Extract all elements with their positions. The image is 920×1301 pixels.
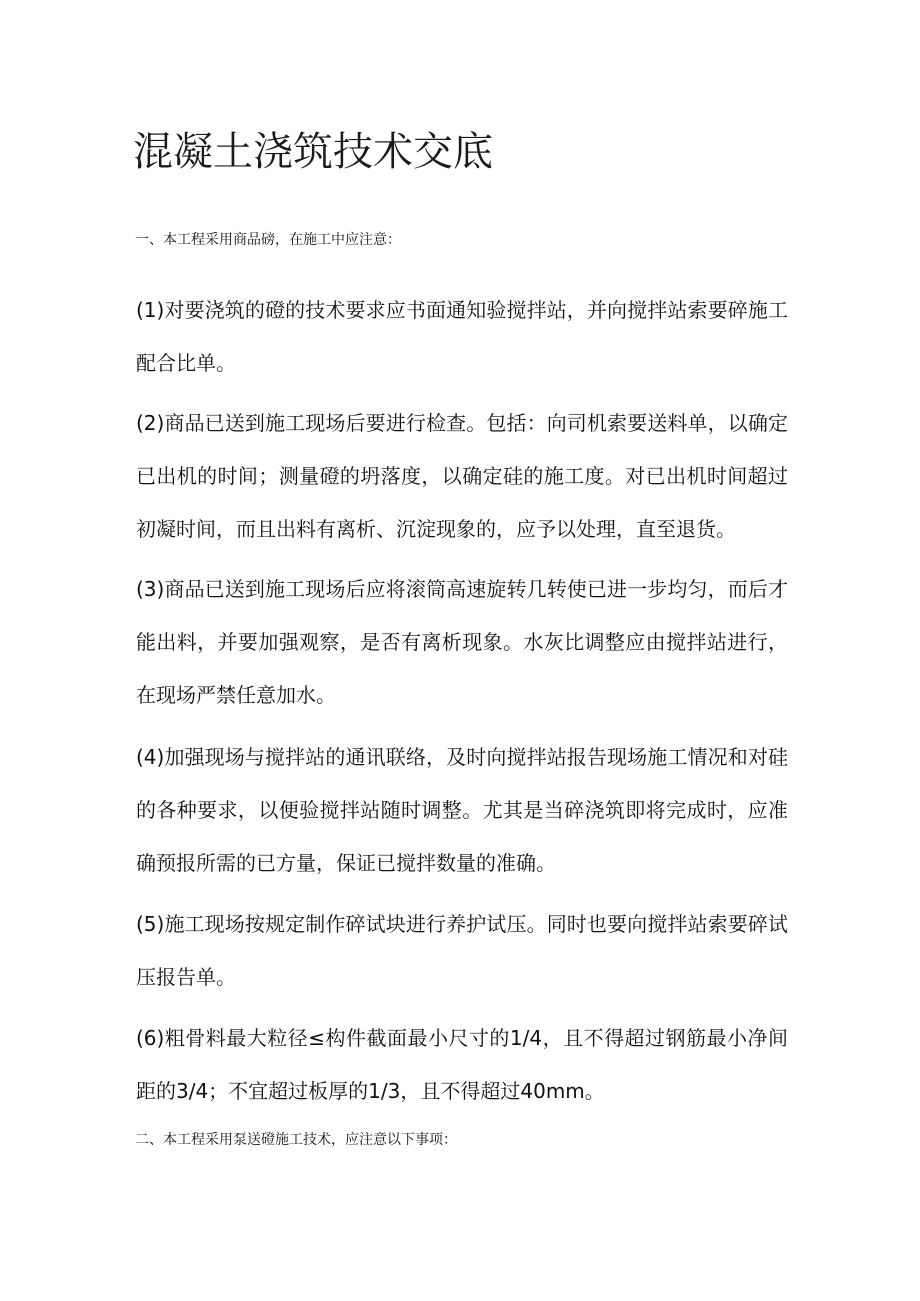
section-heading-2: 二、本工程采用泵送磴施工技术，应注意以下事项： xyxy=(135,1132,457,1148)
paragraph-item-2: (2)商品已送到施工现场后要进行检查。包括：向司机索要送料单，以确定已出机的时间；测量磴的坍落度，以确定硅的施工度。对已出机时间超过初凝时间，而且出料有离析、沉淀现象的，应予以处理，直至退货。 xyxy=(136,411,788,541)
paragraph-item-4: (4)加强现场与搅拌站的通讯联络，及时向搅拌站报告现场施工情况和对硅的各种要求，以便验搅拌站随时调整。尤其是当碎浇筑即将完成时，应准确预报所需的已方量，保证已搅拌数量的准确。 xyxy=(136,745,788,875)
paragraph-item-1: (1)对要浇筑的磴的技术要求应书面通知验搅拌站，并向搅拌站索要碎施工配合比单。 xyxy=(136,298,788,375)
paragraph-item-6: (6)粗骨料最大粒径≤构件截面最小尺寸的1/4，且不得超过钢筋最小净间距的3/4；不宜超过板厚的1/3，且不得超过40mm。 xyxy=(136,1026,788,1103)
document-title: 混凝土浇筑技术交底 xyxy=(133,129,493,175)
section-heading-1: 一、本工程采用商品磅，在施工中应注意： xyxy=(135,232,401,248)
paragraph-item-5: (5)施工现场按规定制作碎试块进行养护试压。同时也要向搅拌站索要碎试压报告单。 xyxy=(136,912,788,989)
paragraph-item-3: (3)商品已送到施工现场后应将滚筒高速旋转几转使已进一步均匀，而后才能出料，并要加强观察，是否有离析现象。水灰比调整应由搅拌站进行，在现场严禁任意加水。 xyxy=(136,577,788,707)
